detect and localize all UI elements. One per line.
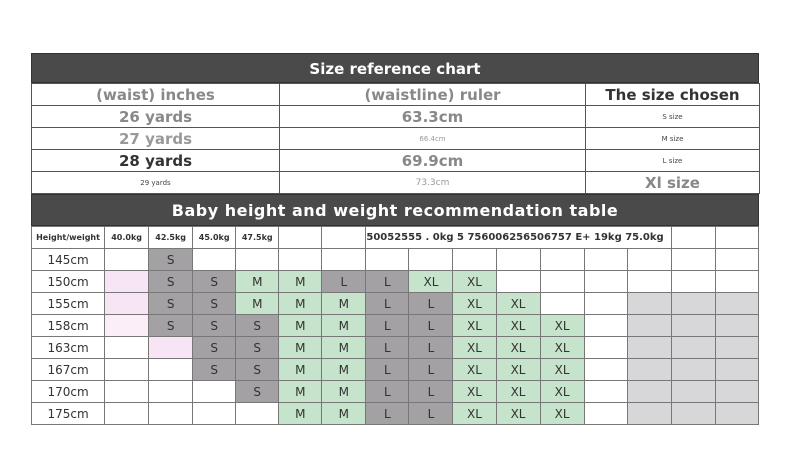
size-cell: XL (453, 271, 496, 293)
size-cell: L (409, 293, 453, 315)
size-cell: L (366, 381, 409, 403)
size-cell (584, 293, 627, 315)
size-cell (671, 293, 715, 315)
height-cell: 158cm (32, 315, 105, 337)
size-cell: XL (540, 403, 584, 425)
size-cell (584, 337, 627, 359)
size-cell (496, 271, 540, 293)
size-cell: XL (496, 293, 540, 315)
size-cell (322, 249, 366, 271)
size-cell (584, 359, 627, 381)
size-cell: L (409, 381, 453, 403)
size-cell (671, 359, 715, 381)
size-cell (540, 249, 584, 271)
header-ruler: (waistline) ruler (280, 84, 586, 106)
size-cell (105, 403, 149, 425)
size-cell (584, 249, 627, 271)
weight-header-empty (715, 227, 758, 249)
size-cell: S (236, 381, 279, 403)
size-value: S size (586, 106, 760, 128)
reference-row (32, 128, 760, 150)
size-cell: S (149, 315, 193, 337)
size-cell: M (279, 337, 322, 359)
size-cell: S (193, 337, 236, 359)
size-cell: M (322, 381, 366, 403)
reference-row (32, 150, 760, 172)
reference-row (32, 106, 760, 128)
size-cell (149, 337, 193, 359)
size-value: L size (586, 150, 760, 172)
waist-value: 28 yards (32, 150, 280, 172)
size-cell (105, 249, 149, 271)
size-cell (105, 271, 149, 293)
size-cell (715, 315, 758, 337)
size-cell (671, 249, 715, 271)
height-cell: 167cm (32, 359, 105, 381)
size-cell: XL (453, 403, 496, 425)
size-cell (627, 315, 671, 337)
baby-recommendation-table (31, 226, 759, 425)
size-cell (671, 271, 715, 293)
size-cell: S (149, 271, 193, 293)
size-cell (105, 359, 149, 381)
size-cell (627, 271, 671, 293)
size-cell (105, 315, 149, 337)
weight-header-empty (671, 227, 715, 249)
size-cell: XL (409, 271, 453, 293)
size-value: Xl size (586, 172, 760, 194)
size-cell: S (149, 293, 193, 315)
size-cell (584, 271, 627, 293)
ruler-value: 66.4cm (280, 128, 586, 150)
size-cell (193, 249, 236, 271)
baby-table-row (32, 381, 759, 403)
size-cell: S (236, 315, 279, 337)
reference-header-row (32, 84, 760, 106)
height-cell: 175cm (32, 403, 105, 425)
size-cell: M (322, 337, 366, 359)
ruler-value: 73.3cm (280, 172, 586, 194)
baby-table-row (32, 403, 759, 425)
size-cell: M (279, 293, 322, 315)
size-reference-table (31, 83, 760, 194)
size-cell: XL (496, 381, 540, 403)
size-cell: XL (540, 359, 584, 381)
size-cell: XL (453, 381, 496, 403)
weight-header: 47.5kg (236, 227, 279, 249)
size-cell: XL (540, 381, 584, 403)
size-cell (409, 249, 453, 271)
height-cell: 155cm (32, 293, 105, 315)
size-cell (236, 249, 279, 271)
size-cell (671, 381, 715, 403)
baby-table-row (32, 359, 759, 381)
baby-table-row (32, 293, 759, 315)
size-cell: M (322, 359, 366, 381)
header-size: The size chosen (586, 84, 760, 106)
size-cell: M (322, 293, 366, 315)
baby-table-row (32, 271, 759, 293)
size-cell: S (193, 315, 236, 337)
size-cell (105, 381, 149, 403)
size-cell: XL (496, 315, 540, 337)
weight-header: 45.0kg (193, 227, 236, 249)
size-cell (671, 403, 715, 425)
size-cell (236, 403, 279, 425)
size-cell: M (322, 403, 366, 425)
size-cell: L (366, 315, 409, 337)
height-cell: 163cm (32, 337, 105, 359)
size-cell (715, 249, 758, 271)
ruler-value: 63.3cm (280, 106, 586, 128)
header-waist: (waist) inches (32, 84, 280, 106)
size-cell (627, 403, 671, 425)
size-cell (105, 293, 149, 315)
height-cell: 170cm (32, 381, 105, 403)
size-cell (715, 381, 758, 403)
weight-header-empty (322, 227, 366, 249)
size-cell (540, 271, 584, 293)
size-cell (279, 249, 322, 271)
weight-header: 42.5kg (149, 227, 193, 249)
size-cell: M (236, 271, 279, 293)
size-cell: M (322, 315, 366, 337)
weight-header-empty (279, 227, 322, 249)
size-cell: XL (496, 403, 540, 425)
size-cell: XL (540, 337, 584, 359)
size-cell (453, 249, 496, 271)
size-cell: XL (453, 337, 496, 359)
waist-value: 27 yards (32, 128, 280, 150)
size-cell: L (366, 271, 409, 293)
size-cell (193, 403, 236, 425)
height-weight-header: Height/weight (32, 227, 105, 249)
size-cell (715, 403, 758, 425)
size-cell: L (322, 271, 366, 293)
size-cell (149, 403, 193, 425)
size-cell (671, 315, 715, 337)
size-cell (584, 403, 627, 425)
size-cell (149, 359, 193, 381)
size-cell (627, 381, 671, 403)
size-cell: S (149, 249, 193, 271)
waist-value: 29 yards (32, 172, 280, 194)
size-cell: XL (496, 337, 540, 359)
size-cell: M (279, 359, 322, 381)
size-cell: XL (540, 315, 584, 337)
size-cell: XL (453, 359, 496, 381)
size-cell: L (366, 293, 409, 315)
size-cell (540, 293, 584, 315)
ruler-value: 69.9cm (280, 150, 586, 172)
size-cell: L (409, 403, 453, 425)
size-cell: L (409, 359, 453, 381)
size-cell (584, 315, 627, 337)
size-charts (31, 53, 759, 425)
size-cell: S (193, 293, 236, 315)
size-cell: M (279, 381, 322, 403)
weight-header: 40.0kg (105, 227, 149, 249)
size-cell: M (279, 403, 322, 425)
height-cell: 145cm (32, 249, 105, 271)
size-cell: XL (453, 293, 496, 315)
size-cell (584, 381, 627, 403)
size-cell (671, 337, 715, 359)
size-cell (627, 359, 671, 381)
baby-table-row (32, 315, 759, 337)
size-cell: L (366, 359, 409, 381)
height-cell: 150cm (32, 271, 105, 293)
size-cell: L (409, 315, 453, 337)
size-cell (627, 249, 671, 271)
size-cell (715, 359, 758, 381)
weight-header-garbled: 50052555 . 0kg 5 756006256506757 E+ 19kg 75.0kg (366, 227, 671, 249)
size-cell: M (236, 293, 279, 315)
size-cell (715, 271, 758, 293)
size-cell: L (409, 337, 453, 359)
baby-header-row (32, 227, 759, 249)
baby-table-row (32, 337, 759, 359)
size-cell: S (193, 359, 236, 381)
size-cell (105, 337, 149, 359)
size-value: M size (586, 128, 760, 150)
baby-table-title: Baby height and weight recommendation table (31, 194, 759, 226)
size-cell (193, 381, 236, 403)
size-cell: M (279, 315, 322, 337)
size-cell (496, 249, 540, 271)
size-cell (627, 293, 671, 315)
size-cell: L (366, 337, 409, 359)
size-cell (366, 249, 409, 271)
size-cell: S (236, 359, 279, 381)
size-cell (149, 381, 193, 403)
size-cell (715, 293, 758, 315)
size-cell: S (236, 337, 279, 359)
size-cell (715, 337, 758, 359)
baby-table-row (32, 249, 759, 271)
size-cell: S (193, 271, 236, 293)
size-cell: M (279, 271, 322, 293)
size-cell: XL (496, 359, 540, 381)
size-cell: XL (453, 315, 496, 337)
reference-row (32, 172, 760, 194)
reference-title: Size reference chart (31, 53, 759, 83)
size-cell: L (366, 403, 409, 425)
waist-value: 26 yards (32, 106, 280, 128)
size-cell (627, 337, 671, 359)
